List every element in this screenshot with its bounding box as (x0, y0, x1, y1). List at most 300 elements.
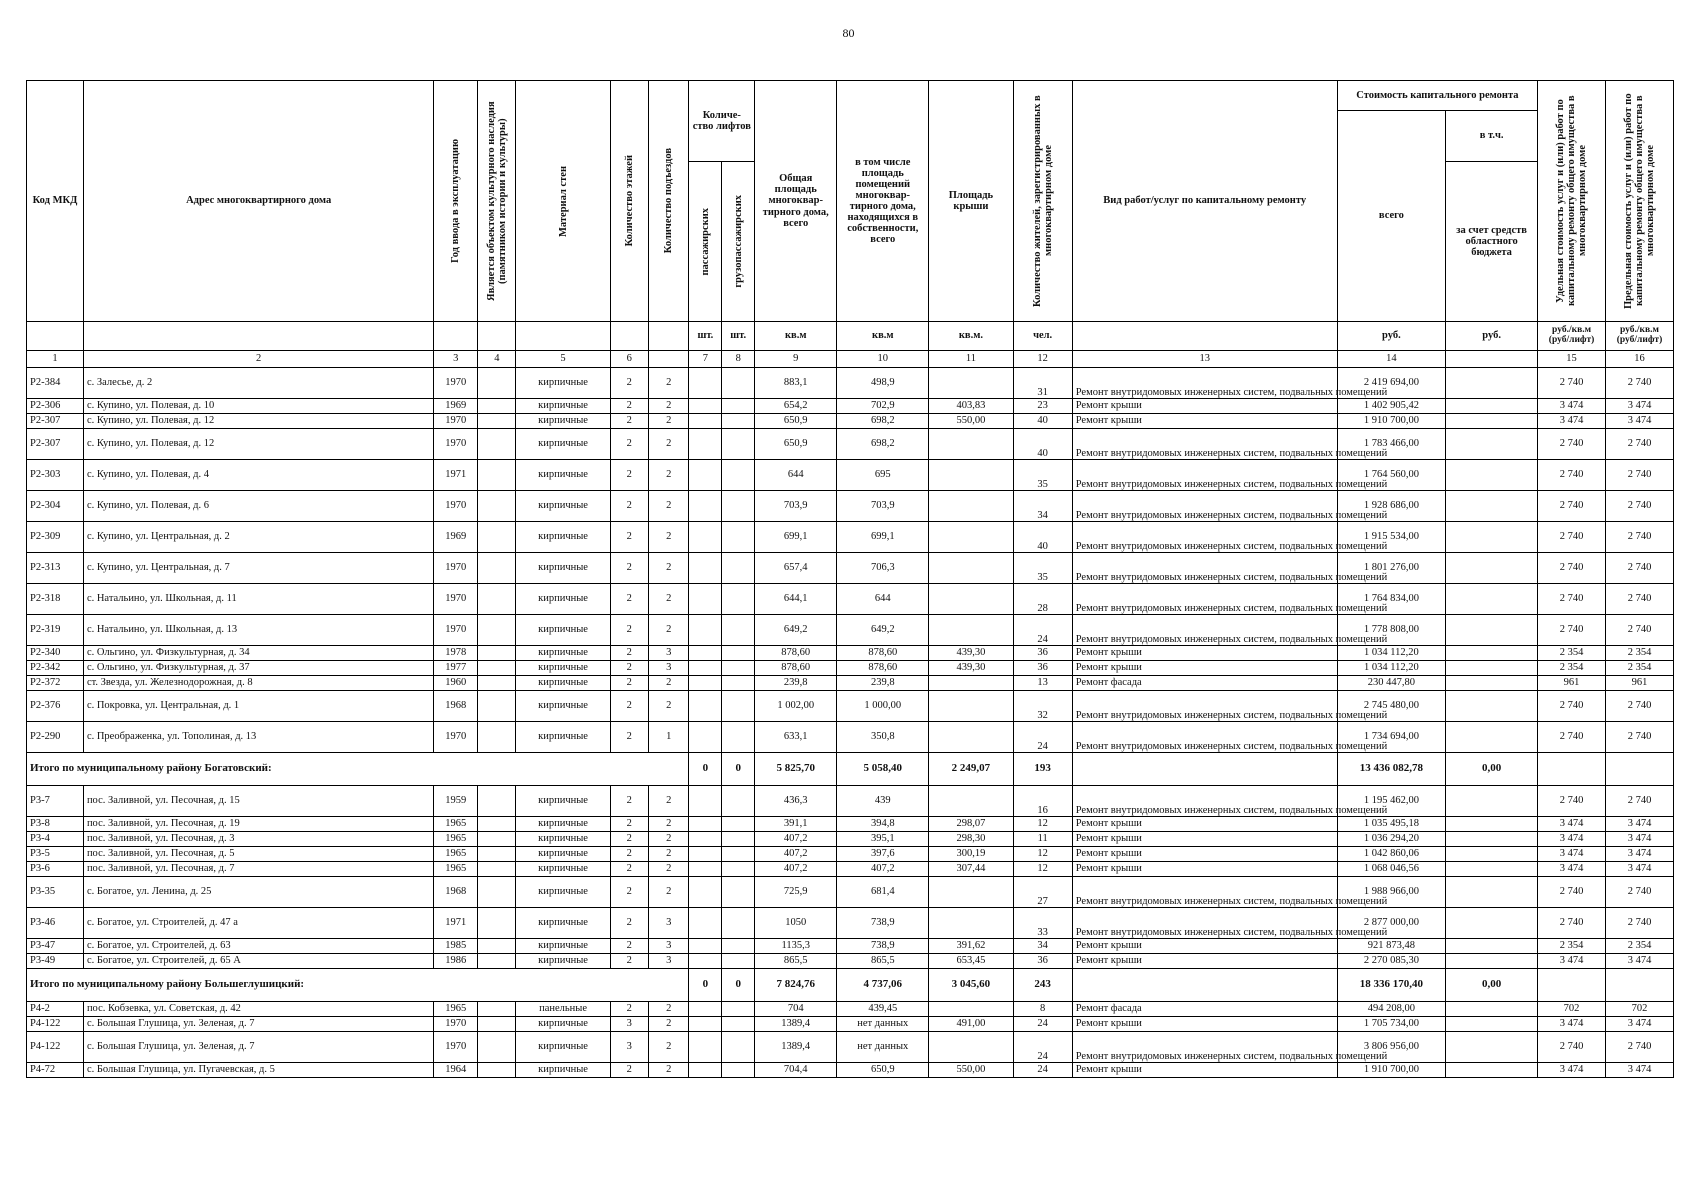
column-number-cell (648, 351, 689, 368)
table-cell: кирпичные (516, 522, 610, 553)
col-year-header: Год ввода в эксплуатацию (434, 81, 478, 322)
column-number-cell: 11 (929, 351, 1013, 368)
table-cell: 2 (648, 414, 689, 429)
table-cell: пос. Заливной, ул. Песочная, д. 5 (83, 847, 433, 862)
column-number-cell: 2 (83, 351, 433, 368)
table-cell: с. Богатое, ул. Строителей, д. 47 а (83, 908, 433, 939)
table-row (27, 491, 1674, 522)
table-cell: 2 (648, 847, 689, 862)
table-cell: Ремонт внутридомовых инженерных систем, подвальных помещений (1072, 1032, 1337, 1063)
total-cell (1538, 753, 1606, 786)
table-cell: 2 (610, 615, 648, 646)
table-cell (478, 676, 516, 691)
table-row (27, 399, 1674, 414)
table-cell: 239,8 (755, 676, 837, 691)
table-cell (689, 786, 722, 817)
district-total-row (27, 969, 1674, 1002)
table-cell (689, 1032, 722, 1063)
table-cell: Р2-384 (27, 368, 84, 399)
table-cell: кирпичные (516, 832, 610, 847)
table-cell (478, 847, 516, 862)
table-cell: с. Купино, ул. Полевая, д. 4 (83, 460, 433, 491)
table-cell: Ремонт внутридомовых инженерных систем, подвальных помещений (1072, 491, 1337, 522)
table-cell: 407,2 (755, 832, 837, 847)
table-cell: 2 (610, 1002, 648, 1017)
col-address-header: Адрес многоквартирного дома (83, 81, 433, 322)
table-cell (689, 414, 722, 429)
table-cell (1446, 832, 1538, 847)
table-cell: 681,4 (837, 877, 929, 908)
column-number-cell: 4 (478, 351, 516, 368)
table-cell (1446, 786, 1538, 817)
table-cell: 36 (1013, 661, 1072, 676)
table-cell: 34 (1013, 939, 1072, 954)
table-cell: 2 (648, 877, 689, 908)
table-cell (478, 939, 516, 954)
table-cell: 3 474 (1538, 1017, 1606, 1032)
table-cell: 1 764 560,00 (1337, 460, 1445, 491)
table-cell (478, 553, 516, 584)
table-cell: Ремонт внутридомовых инженерных систем, подвальных помещений (1072, 584, 1337, 615)
table-cell: 3 (648, 908, 689, 939)
table-cell: 3 (648, 646, 689, 661)
table-cell: 1970 (434, 491, 478, 522)
table-cell: 12 (1013, 847, 1072, 862)
table-cell: с. Купино, ул. Полевая, д. 12 (83, 414, 433, 429)
table-cell: 2 (610, 817, 648, 832)
table-cell: Р2-307 (27, 429, 84, 460)
table-cell: 35 (1013, 460, 1072, 491)
column-number-cell: 14 (1337, 351, 1445, 368)
table-cell: 706,3 (837, 553, 929, 584)
table-cell (929, 368, 1013, 399)
table-cell: 391,62 (929, 939, 1013, 954)
table-cell: 3 (610, 1032, 648, 1063)
table-cell (722, 1032, 755, 1063)
table-cell: 1965 (434, 817, 478, 832)
table-cell (1446, 491, 1538, 522)
table-cell: 16 (1013, 786, 1072, 817)
table-cell: 3 474 (1538, 399, 1606, 414)
table-cell: 653,45 (929, 954, 1013, 969)
table-cell: Р3-49 (27, 954, 84, 969)
total-cell: 0,00 (1446, 753, 1538, 786)
table-cell: 1 915 534,00 (1337, 522, 1445, 553)
table-cell: 2 740 (1606, 722, 1674, 753)
table-cell: 3 474 (1538, 1063, 1606, 1078)
col-wall-header: Материал стен (516, 81, 610, 322)
table-cell: с. Купино, ул. Центральная, д. 7 (83, 553, 433, 584)
table-cell: 2 (610, 786, 648, 817)
table-cell: кирпичные (516, 676, 610, 691)
table-cell: 1978 (434, 646, 478, 661)
table-cell (1446, 460, 1538, 491)
table-cell (478, 1032, 516, 1063)
table-cell (722, 399, 755, 414)
column-number-cell: 12 (1013, 351, 1072, 368)
table-cell: 2 (648, 862, 689, 877)
total-cell (1072, 753, 1337, 786)
table-cell: 2 740 (1606, 908, 1674, 939)
table-cell: 1 042 860,06 (1337, 847, 1445, 862)
table-cell: 1 764 834,00 (1337, 584, 1445, 615)
table-cell: 738,9 (837, 939, 929, 954)
table-cell (478, 862, 516, 877)
table-cell: 3 474 (1606, 1017, 1674, 1032)
table-cell: 2 740 (1538, 368, 1606, 399)
table-cell: с. Купино, ул. Полевая, д. 10 (83, 399, 433, 414)
table-cell (1446, 877, 1538, 908)
table-cell: 878,60 (755, 661, 837, 676)
table-cell: пос. Заливной, ул. Песочная, д. 3 (83, 832, 433, 847)
table-cell: 28 (1013, 584, 1072, 615)
table-cell (478, 615, 516, 646)
table-cell: 436,3 (755, 786, 837, 817)
table-cell (929, 429, 1013, 460)
table-cell: 2 (648, 615, 689, 646)
table-cell: Ремонт крыши (1072, 862, 1337, 877)
table-cell: кирпичные (516, 862, 610, 877)
table-row (27, 908, 1674, 939)
table-cell: кирпичные (516, 877, 610, 908)
table-cell: 3 474 (1606, 817, 1674, 832)
unit-label: кв.м (837, 322, 929, 351)
table-cell (478, 786, 516, 817)
table-cell (1446, 722, 1538, 753)
total-cell (1606, 969, 1674, 1002)
table-cell (689, 832, 722, 847)
col-cost-regional-header: за счет средств областного бюджета (1446, 162, 1538, 322)
page-number: 80 (842, 26, 855, 40)
table-cell: Ремонт крыши (1072, 1063, 1337, 1078)
table-cell: Р2-372 (27, 676, 84, 691)
table-cell: 1969 (434, 522, 478, 553)
table-cell (689, 399, 722, 414)
table-cell (478, 646, 516, 661)
table-cell: с. Ольгино, ул. Физкультурная, д. 34 (83, 646, 433, 661)
unit-label: шт. (722, 322, 755, 351)
table-cell: 650,9 (755, 414, 837, 429)
table-cell: 1986 (434, 954, 478, 969)
table-cell: 2 (648, 691, 689, 722)
table-cell (929, 786, 1013, 817)
table-cell: 33 (1013, 908, 1072, 939)
table-cell: 2 (648, 817, 689, 832)
table-cell (1446, 429, 1538, 460)
table-body (27, 368, 1674, 1078)
table-cell (722, 414, 755, 429)
total-cell: 5 058,40 (837, 753, 929, 786)
table-cell (1446, 1063, 1538, 1078)
table-cell (478, 954, 516, 969)
district-total-label: Итого по муниципальному району Богатовский: (27, 753, 689, 786)
table-cell (722, 832, 755, 847)
table-cell: 1 705 734,00 (1337, 1017, 1445, 1032)
table-cell (478, 817, 516, 832)
table-cell: Ремонт внутридомовых инженерных систем, подвальных помещений (1072, 786, 1337, 817)
table-cell: 654,2 (755, 399, 837, 414)
table-cell: Р2-304 (27, 491, 84, 522)
table-cell: 3 (610, 1017, 648, 1032)
table-cell: 2 (610, 691, 648, 722)
table-cell (478, 584, 516, 615)
total-cell: 4 737,06 (837, 969, 929, 1002)
table-row (27, 847, 1674, 862)
table-cell: 2 (648, 584, 689, 615)
table-cell (478, 1017, 516, 1032)
table-cell: 2 (648, 491, 689, 522)
column-number-cell: 3 (434, 351, 478, 368)
table-cell: 3 474 (1538, 817, 1606, 832)
table-cell: 2 740 (1606, 584, 1674, 615)
col-total-area-header: Общая площадь многоквар-тирного дома, всего (755, 81, 837, 322)
table-cell: 1 928 686,00 (1337, 491, 1445, 522)
table-cell (689, 908, 722, 939)
table-cell (722, 1002, 755, 1017)
table-cell: 1 000,00 (837, 691, 929, 722)
table-cell: нет данных (837, 1032, 929, 1063)
table-cell (689, 1017, 722, 1032)
table-cell: 2 740 (1606, 1032, 1674, 1063)
table-cell: 2 (648, 676, 689, 691)
table-cell (1446, 1017, 1538, 1032)
table-cell: 32 (1013, 691, 1072, 722)
table-cell: 633,1 (755, 722, 837, 753)
table-cell (689, 939, 722, 954)
table-cell: кирпичные (516, 429, 610, 460)
table-cell: Р2-318 (27, 584, 84, 615)
table-cell (689, 522, 722, 553)
table-row (27, 676, 1674, 691)
table-cell (1446, 847, 1538, 862)
table-cell: 1 035 495,18 (1337, 817, 1445, 832)
table-cell: 2 419 694,00 (1337, 368, 1445, 399)
table-cell: 2 354 (1538, 939, 1606, 954)
table-cell: кирпичные (516, 615, 610, 646)
table-cell: 2 740 (1538, 460, 1606, 491)
table-cell: Р2-340 (27, 646, 84, 661)
table-cell: 1 036 294,20 (1337, 832, 1445, 847)
table-cell (1446, 862, 1538, 877)
table-cell (722, 939, 755, 954)
table-cell: 8 (1013, 1002, 1072, 1017)
table-row (27, 691, 1674, 722)
col-incl-header: в т.ч. (1446, 111, 1538, 162)
table-cell: 2 (610, 954, 648, 969)
table-cell: 2 (648, 522, 689, 553)
table-cell: Ремонт фасада (1072, 1002, 1337, 1017)
table-cell: пос. Кобзевка, ул. Советская, д. 42 (83, 1002, 433, 1017)
table-cell: кирпичные (516, 939, 610, 954)
table-cell: кирпичные (516, 722, 610, 753)
table-row (27, 584, 1674, 615)
table-row (27, 817, 1674, 832)
table-cell: с. Ольгино, ул. Физкультурная, д. 37 (83, 661, 433, 676)
table-cell: 1965 (434, 862, 478, 877)
table-row (27, 939, 1674, 954)
table-cell: 3 474 (1606, 399, 1674, 414)
table-cell: 2 354 (1606, 939, 1674, 954)
table-cell (722, 522, 755, 553)
table-cell (929, 908, 1013, 939)
table-cell: 3 474 (1606, 862, 1674, 877)
table-cell (722, 691, 755, 722)
table-row (27, 522, 1674, 553)
table-cell: Ремонт фасада (1072, 676, 1337, 691)
table-cell (1446, 584, 1538, 615)
table-cell: Ремонт внутридомовых инженерных систем, подвальных помещений (1072, 877, 1337, 908)
table-cell (478, 908, 516, 939)
table-cell: 498,9 (837, 368, 929, 399)
column-number-cell (1446, 351, 1538, 368)
table-cell (478, 877, 516, 908)
table-cell: 2 354 (1606, 646, 1674, 661)
table-cell: 350,8 (837, 722, 929, 753)
table-cell (478, 1063, 516, 1078)
table-cell (478, 460, 516, 491)
table-cell: кирпичные (516, 1032, 610, 1063)
table-cell: нет данных (837, 1017, 929, 1032)
table-row (27, 786, 1674, 817)
table-cell: 2 (610, 832, 648, 847)
table-cell: 40 (1013, 414, 1072, 429)
table-cell: 36 (1013, 646, 1072, 661)
table-cell: 3 474 (1538, 832, 1606, 847)
table-cell: 1 910 700,00 (1337, 414, 1445, 429)
col-entrances-header: Количество подъездов (648, 81, 689, 322)
table-cell: кирпичные (516, 786, 610, 817)
column-number-cell: 16 (1606, 351, 1674, 368)
column-number-cell: 9 (755, 351, 837, 368)
table-cell (689, 862, 722, 877)
table-cell: 2 (610, 1063, 648, 1078)
table-cell: пос. Заливной, ул. Песочная, д. 15 (83, 786, 433, 817)
table-cell: 2 740 (1606, 460, 1674, 491)
table-cell: 2 (610, 460, 648, 491)
total-cell: 0 (689, 969, 722, 1002)
table-cell (929, 460, 1013, 491)
table-cell: Ремонт внутридомовых инженерных систем, подвальных помещений (1072, 908, 1337, 939)
table-cell: 2 (648, 368, 689, 399)
table-cell: Р4-2 (27, 1002, 84, 1017)
table-cell: 2 740 (1538, 522, 1606, 553)
table-cell: 1965 (434, 847, 478, 862)
table-row (27, 429, 1674, 460)
table-cell (722, 877, 755, 908)
table-cell: 703,9 (837, 491, 929, 522)
table-cell: кирпичные (516, 646, 610, 661)
table-cell: Ремонт крыши (1072, 399, 1337, 414)
table-cell: 961 (1606, 676, 1674, 691)
table-cell: Ремонт внутридомовых инженерных систем, подвальных помещений (1072, 691, 1337, 722)
unit-label: руб. (1446, 322, 1538, 351)
table-row (27, 1032, 1674, 1063)
table-row (27, 615, 1674, 646)
col-roof-area-header: Площадь крыши (929, 81, 1013, 322)
table-cell: 702 (1538, 1002, 1606, 1017)
table-cell: 1985 (434, 939, 478, 954)
table-cell: 394,8 (837, 817, 929, 832)
table-cell: 2 740 (1538, 1032, 1606, 1063)
table-cell: 3 474 (1538, 847, 1606, 862)
table-cell: с. Залесье, д. 2 (83, 368, 433, 399)
table-cell: 2 (648, 429, 689, 460)
table-cell: 2 740 (1538, 491, 1606, 522)
table-row (27, 661, 1674, 676)
table-cell: Ремонт внутридомовых инженерных систем, подвальных помещений (1072, 460, 1337, 491)
table-cell (478, 691, 516, 722)
table-cell: Р2-313 (27, 553, 84, 584)
table-cell (929, 877, 1013, 908)
col-code-header: Код МКД (27, 81, 84, 322)
table-cell: кирпичные (516, 954, 610, 969)
table-cell: 865,5 (837, 954, 929, 969)
district-total-label: Итого по муниципальному району Большеглушицкий: (27, 969, 689, 1002)
table-cell: 40 (1013, 429, 1072, 460)
table-cell: 31 (1013, 368, 1072, 399)
table-cell: 1 778 808,00 (1337, 615, 1445, 646)
table-row (27, 954, 1674, 969)
table-cell: 1977 (434, 661, 478, 676)
table-cell: 695 (837, 460, 929, 491)
table-cell (689, 368, 722, 399)
table-cell: 1970 (434, 429, 478, 460)
table-row (27, 1002, 1674, 1017)
column-number-cell: 1 (27, 351, 84, 368)
total-cell: 0 (722, 969, 755, 1002)
table-cell (722, 368, 755, 399)
table-cell: 1970 (434, 1032, 478, 1063)
col-heritage-header: Является объектом культурного наследия (памятником истории и культуры) (478, 81, 516, 322)
table-cell: Ремонт внутридомовых инженерных систем, подвальных помещений (1072, 429, 1337, 460)
table-row (27, 1017, 1674, 1032)
table-cell: 36 (1013, 954, 1072, 969)
table-cell: 1965 (434, 832, 478, 847)
table-cell: 2 740 (1538, 429, 1606, 460)
table-cell: 2 740 (1538, 553, 1606, 584)
table-cell (722, 1063, 755, 1078)
table-cell: 657,4 (755, 553, 837, 584)
table-cell: кирпичные (516, 1063, 610, 1078)
table-cell: 2 740 (1606, 615, 1674, 646)
table-cell: 298,07 (929, 817, 1013, 832)
table-cell (1446, 954, 1538, 969)
table-cell: Р3-5 (27, 847, 84, 862)
table-cell: 878,60 (837, 646, 929, 661)
col-cost-header: Стоимость капитального ремонта (1337, 81, 1537, 111)
table-cell: 239,8 (837, 676, 929, 691)
table-cell: 698,2 (837, 414, 929, 429)
table-cell: 1971 (434, 908, 478, 939)
table-cell (689, 460, 722, 491)
table-cell: 27 (1013, 877, 1072, 908)
table-cell: 3 474 (1538, 862, 1606, 877)
table-cell: 2 (610, 646, 648, 661)
table-cell: 2 (648, 1017, 689, 1032)
table-cell: 1964 (434, 1063, 478, 1078)
table-cell: 550,00 (929, 414, 1013, 429)
table-cell: 1970 (434, 414, 478, 429)
table-cell: 1960 (434, 676, 478, 691)
table-cell: 1 988 966,00 (1337, 877, 1445, 908)
table-cell (478, 491, 516, 522)
table-cell: кирпичные (516, 491, 610, 522)
table-cell: 439,30 (929, 646, 1013, 661)
table-cell: 1970 (434, 615, 478, 646)
table-cell: 3 474 (1606, 1063, 1674, 1078)
unit-label: руб./кв.м (руб/лифт) (1538, 322, 1606, 351)
table-cell: 407,2 (837, 862, 929, 877)
